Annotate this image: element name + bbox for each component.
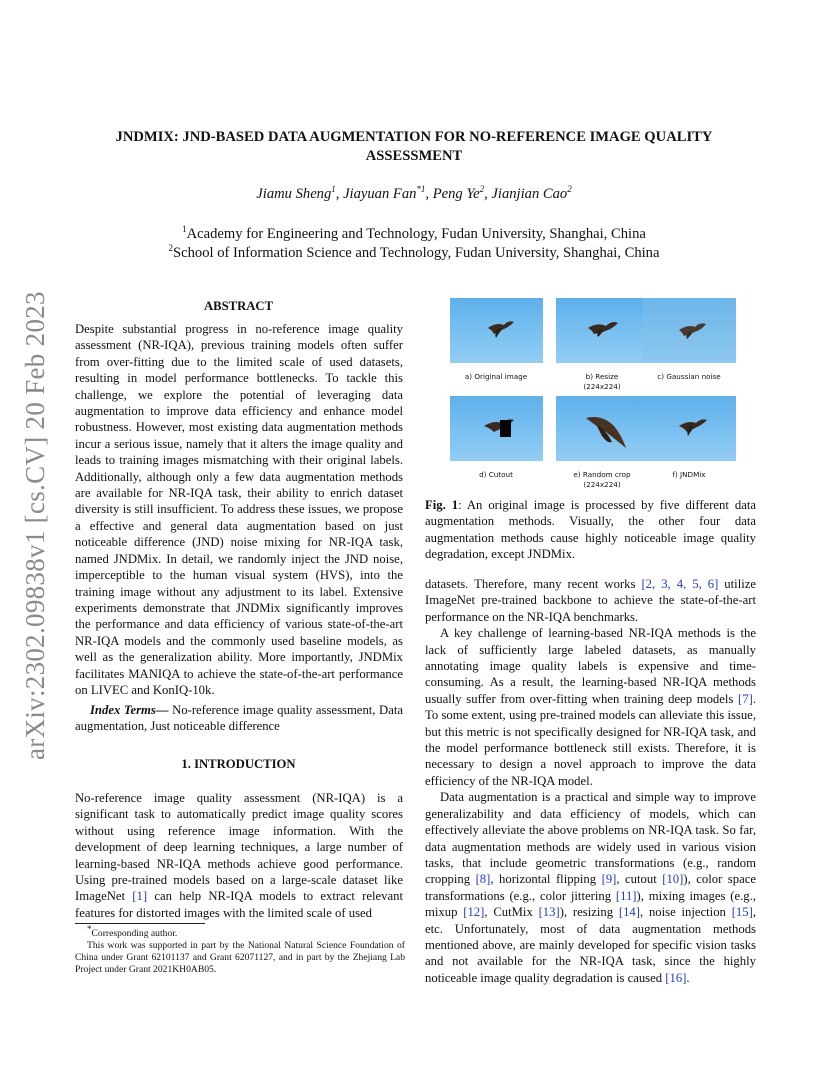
panel-label: e) Random crop bbox=[573, 470, 631, 479]
author-mark: 2 bbox=[479, 184, 485, 195]
figure-panel-gaussian-noise bbox=[643, 298, 736, 363]
figure-panel-caption bbox=[441, 470, 551, 480]
figure-panel-original bbox=[450, 298, 543, 363]
footnote-divider bbox=[75, 923, 205, 924]
index-terms-text: No-reference image quality assessment, Data augmentation, Just noticeable difference bbox=[75, 703, 403, 734]
author-mark: 1 bbox=[331, 184, 336, 195]
bird-image-icon bbox=[556, 396, 649, 461]
text-run: A key challenge of learning-based NR-IQA methods is the lack of sufficiently large labeled datasets, as manually annotating image quality labels is expensive and time-consuming. As a result, the learning-based NR-IQA methods usually suffer from over-fitting when training deep models bbox=[425, 626, 756, 706]
author-list bbox=[70, 186, 758, 203]
affiliation-line bbox=[70, 225, 758, 244]
bird-image-icon bbox=[450, 396, 543, 461]
citation-link[interactable]: 5 bbox=[692, 577, 699, 591]
figure-caption bbox=[425, 497, 756, 563]
affiliations bbox=[70, 225, 758, 263]
text-run: , noise injection bbox=[639, 905, 732, 920]
text-run: . bbox=[686, 970, 690, 985]
text-run: . To some extent, using pre-trained models can alleviate this issue, but this metric is not specifically designed for NR-IQA task, and the model performance bottleneck still exists. Therefore, it is necessary to design a novel approach to improve the data efficiency of the NR-IQA model. bbox=[425, 691, 756, 788]
citation-link[interactable]: [13] bbox=[538, 905, 560, 920]
figure-panel-jndmix bbox=[643, 396, 736, 461]
intro-text bbox=[75, 790, 403, 921]
affiliation-text: School of Information Science and Technology, Fudan University, Shanghai, China bbox=[173, 245, 660, 261]
paper-title: JNDMIX: JND-BASED DATA AUGMENTATION FOR NO-REFERENCE IMAGE QUALITY ASSESSMENT bbox=[115, 129, 713, 164]
abstract-text bbox=[75, 321, 403, 698]
text-run: datasets. Therefore, many recent works bbox=[425, 577, 642, 591]
citation-link[interactable]: 2 bbox=[645, 577, 653, 591]
citation-link[interactable]: [15] bbox=[731, 905, 753, 920]
affiliation-mark: 1 bbox=[182, 224, 187, 235]
bird-image-icon bbox=[556, 298, 649, 363]
figure-panel-caption bbox=[634, 470, 744, 480]
affiliation-mark: 2 bbox=[168, 243, 174, 254]
text-run: No-reference image quality assessment (NR-IQA) is a significant task to automatically predict image quality scores without using reference image information. With the development of deep learning techniques, a large number of learning-based NR-IQA methods achieve good performance. Using pre-trained models based on a large-scale dataset like ImageNet bbox=[75, 791, 403, 904]
author-separator: , bbox=[484, 186, 492, 202]
footnotes: *Corresponding author. This work was supported in part by the National Natural Science Foundation of China under Grant 62101137 and Grant 62071127, and in part by the Zhejiang Lab Project under Grant 2021KH0AB05. bbox=[75, 923, 405, 975]
figure-panel-caption bbox=[441, 372, 551, 382]
citation-link[interactable]: [14] bbox=[618, 905, 640, 920]
citation-link[interactable]: [7] bbox=[738, 691, 753, 706]
text-run: can help NR-IQA models to extract relevant features for distorted images with the limited scale of used bbox=[75, 889, 403, 920]
citation-link[interactable]: [1] bbox=[132, 889, 148, 904]
author-separator: , bbox=[425, 186, 433, 202]
figure-panel-caption bbox=[634, 372, 744, 382]
right-column-text: datasets. Therefore, many recent works [2, 3, 4, 5, 6] utilize ImageNet pre-trained backbone to achieve the state-of-the-art performance on the NR-IQA benchmarks. A key challenge of learning-based NR-IQA methods is the lack of sufficiently large labeled datasets, as manually annotating image quality labels is expensive and time-consuming. As a result, the learning-based NR-IQA methods usually suffer from over-fitting when training deep models [7]. To some extent, using pre-trained models can alleviate this issue, but this metric is not specifically designed for NR-IQA task, and the model performance bottleneck still exists. Therefore, it is necessary to design a novel approach to improve the data efficiency of the NR-IQA model. Data augmentation is a practical and simple way to improve generalizability and data efficiency of models, which can effectively alleviate the above problems on NR-IQA task. So far, data augmentation methods are widely used in various vision tasks, that include geometric transformations (e.g., random cropping [8], horizontal flipping [9], cutout [10]), color space transformations (e.g., color jittering [11]), mixing images (e.g., mixup [12], CutMix [13]), resizing [14], noise injection [15], etc. Unfortunately, most of data augmentation methods mentioned above, are mainly developed for specific vision tasks and not available for the NR-IQA task, since the highly noticeable image quality degradation is caused [16]. bbox=[425, 577, 757, 985]
panel-label: a) Original image bbox=[464, 372, 528, 381]
panel-label: d) Cutout bbox=[479, 470, 513, 479]
index-terms-label: Index Terms— bbox=[90, 703, 169, 717]
affiliation-line bbox=[70, 244, 758, 263]
intro-heading: 1. INTRODUCTION bbox=[181, 757, 296, 771]
citation-link[interactable]: 4 bbox=[676, 577, 684, 591]
author-name: Jianjian Cao bbox=[491, 186, 568, 202]
text-run: utilize ImageNet pre-trained backbone to achieve the state-of-the-art performance on the NR-IQA benchmarks. bbox=[425, 577, 757, 624]
citation-link[interactable]: [12] bbox=[463, 905, 485, 920]
author-name: Jiamu Sheng bbox=[256, 186, 332, 202]
citation-link[interactable]: [11] bbox=[615, 888, 637, 903]
panel-label: f) JNDMix bbox=[672, 470, 706, 479]
citation-link[interactable]: [9] bbox=[601, 872, 617, 887]
author-mark: *1 bbox=[416, 184, 426, 195]
figure-panel-random-crop bbox=[556, 396, 649, 461]
text-run: , horizontal flipping bbox=[490, 872, 602, 887]
text-run: ), mixing images (e.g., mixup bbox=[425, 888, 756, 920]
bird-image-icon bbox=[450, 298, 543, 363]
citation-link[interactable]: [8] bbox=[475, 872, 491, 887]
text-run: , etc. Unfortunately, most of data augmentation methods mentioned above, are mainly developed for specific vision tasks and not available for the NR-IQA task, since the highly noticeable image quality degradation is caused bbox=[425, 905, 756, 985]
panel-sublabel: (224x224) bbox=[583, 480, 621, 489]
bird-image-icon bbox=[643, 298, 736, 363]
caption-label: Fig. 1 bbox=[425, 498, 459, 512]
panel-label: c) Gaussian noise bbox=[657, 372, 721, 381]
citation-link[interactable]: [10] bbox=[662, 872, 684, 887]
text-run: , CutMix bbox=[484, 905, 539, 920]
footnote-corresponding: Corresponding author. bbox=[91, 928, 178, 939]
bird-image-icon bbox=[643, 396, 736, 461]
affiliation-text: Academy for Engineering and Technology, Fudan University, Shanghai, China bbox=[186, 226, 646, 242]
index-terms bbox=[75, 702, 403, 735]
text-run: ), resizing bbox=[559, 905, 619, 920]
text-run: ), color space transformations (e.g., color jittering bbox=[425, 872, 756, 903]
citation-link[interactable]: 6 bbox=[707, 577, 715, 591]
text-run: Data augmentation is a practical and simple way to improve generalizability and data efficiency of models, which can effectively alleviate the above problems on NR-IQA task. So far, data augmentation methods are widely used in various vision tasks, that include geometric transformations (e.g., random cropping bbox=[425, 790, 756, 887]
author-name: Jiayuan Fan bbox=[343, 186, 417, 202]
author-name: Peng Ye bbox=[432, 186, 480, 202]
caption-text: : An original image is processed by five different data augmentation methods. Visually, the other four data augmentation methods cause highly noticeable image quality degradation, except JNDMix. bbox=[425, 498, 756, 562]
abstract-heading: ABSTRACT bbox=[203, 299, 274, 313]
panel-sublabel: (224x224) bbox=[583, 382, 621, 391]
text-run: , cutout bbox=[616, 872, 663, 887]
citation-link[interactable]: [16] bbox=[665, 970, 687, 985]
citation-link[interactable]: 3 bbox=[661, 577, 668, 591]
figure-panel-cutout bbox=[450, 396, 543, 461]
figure-panel-resize bbox=[556, 298, 649, 363]
author-mark: 2 bbox=[567, 184, 572, 195]
abstract-paragraph: Despite substantial progress in no-reference image quality assessment (NR-IQA), previous training models often suffer from over-fitting due to the limited scale of used datasets, resulting in model performance bottlenecks. To tackle this challenge, we explore the potential of leveraging data augmentation to improve data efficiency and enhance model robustness. However, most existing data augmentation methods incur a serious issue, namely that it alters the image quality and leads to training images mismatching with their original labels. Additionally, although only a few data augmentation methods are available for NR-IQA task, their ability to enrich dataset diversity is still insufficient. To address these issues, we propose a effective and general data augmentation based on just noticeable difference (JND) noise mixing for NR-IQA task, named JNDMix. In detail, we randomly inject the JND noise, imperceptible to the human visual system (HVS), into the training image without any adjustment to its label. Extensive experiments demonstrate that JNDMix significantly improves the performance and data efficiency of various state-of-the-art NR-IQA models and the commonly used baseline models, as well as the generalization ability. More importantly, JNDMix facilitates MANIQA to achieve the state-of-the-art performance on LIVEC and KonIQ-10k. bbox=[75, 322, 403, 697]
panel-label: b) Resize bbox=[585, 372, 619, 381]
author-separator: , bbox=[335, 186, 344, 202]
arxiv-identifier: arXiv:2302.09838v1 [cs.CV] 20 Feb 2023 bbox=[20, 291, 50, 760]
footnote-funding: This work was supported in part by the National Natural Science Foundation of China under Grant 62101137 and Grant 62071127, and in part by the Zhejiang Lab Project under Grant 2021KH0AB05. bbox=[75, 940, 405, 975]
